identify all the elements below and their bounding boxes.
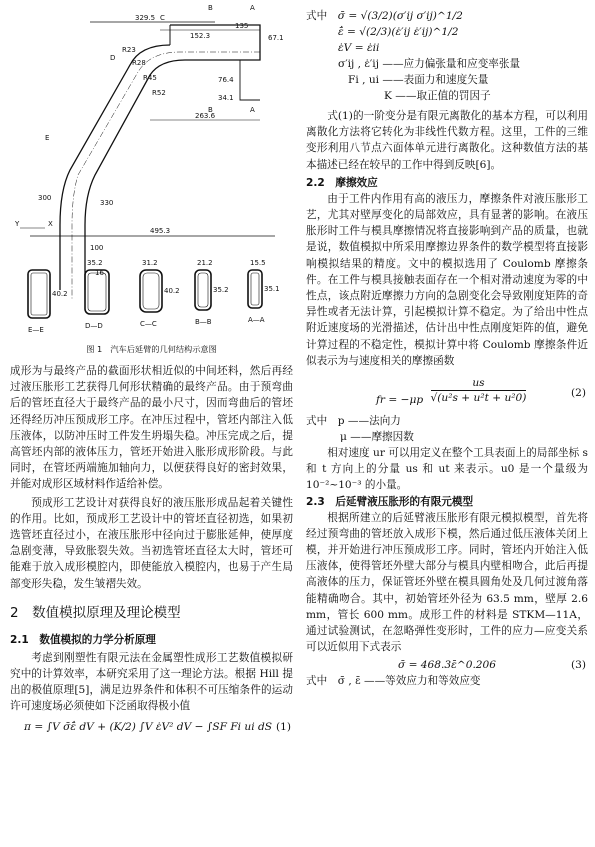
mark-e: E [45,134,50,142]
right-paragraph-2: 由于工件内作用有高的液压力，摩擦条件对液压胀形工艺，尤其对壁厚变化的局部效应，具有显著的影响。在液压胀形时工件与模具摩擦情况将直接影响到产品的质量，也就是说，数值模拟中所采用摩擦边界条件的数学模型将直接影响模拟结果的精度。文中的模拟选用了 Coulomb 摩擦条件。在工件与模具接触表面存在一个相对滑动速度为零的中性点，该点附近摩擦力方向的急剧变化会导致刚度矩阵的奇异性或者无法计算，引起模拟计算不稳定。为了给出中性点附近速度场的光滑描述，估计出中性点刚度矩阵的值，避免计算过程的不稳定性，模拟计算中将 Coulomb 摩擦条件近似表示为与速度相关的摩擦函数 [306,192,588,367]
dim-d10: 330 [100,199,114,207]
where-list-1 [306,8,588,104]
equation-1-body: π = ∫V σ̄ε̄̇ dV + (K/2) ∫V ε̇V² dV − ∫SF Fi ui dS [24,720,273,733]
dim-r6: 16 [95,269,104,277]
equation-3 [306,657,588,673]
equation-3-body: σ̄ = 468.3ε̄^0.206 [397,659,497,672]
figure-caption: 图 1 汽车后延臂的几何结构示意图 [86,344,217,354]
mark-b-top: B [208,4,213,12]
cross-section-side-dim: 35.1 [264,285,280,293]
cross-section-inner [198,273,208,307]
dim-d9: 300 [38,194,52,202]
def-deviatoric: σ′ij , ε̇′ij ——应力偏张量和应变率张量 [338,58,521,70]
mark-c: C [160,14,165,22]
dim-d5: 76.4 [218,76,234,84]
subsection-heading-2-3: 2.3 后延臂液压胀形的有限元模型 [306,495,474,508]
right-paragraph-1: 式(1)的一阶变分是有限元离散化的基本方程，可以利用离散化方法将它转化为非线性代数方程。这里，工件的三维变形利用八节点六面体单元进行离散化。这种数值方法的基本描述已经在较早的工作中得到反映[6]。 [306,110,588,171]
cross-section-shape [195,270,211,310]
where-list-2 [306,413,588,445]
cross-section-inner [31,273,47,315]
radius-r2: R28 [132,59,146,67]
cross-section-top-dim: 35.2 [87,259,103,267]
dim-r5: 100 [90,244,104,252]
cross-section-top-dim: 21.2 [197,259,213,267]
right-column [306,8,588,689]
cross-section-top-dim: 31.2 [142,259,158,267]
radius-r3: R45 [143,74,157,82]
cross-section-label: C—C [140,320,157,328]
mark-a-bottom: A [250,106,255,114]
axis-x: X [48,220,53,228]
cross-section-label: E—E [28,326,44,334]
dim-d4: 152.3 [190,32,211,40]
axis-y: Y [15,220,20,228]
radius-r1: R23 [122,46,136,54]
cross-section-inner [88,273,106,311]
equation-3-number: (3) [570,659,586,672]
cross-section-side-dim: 40.2 [52,290,68,298]
cross-section-inner [143,273,159,309]
dim-d7: 263.6 [195,112,216,120]
mark-d: D [110,54,116,62]
equation-2-numerator: us [431,377,527,391]
left-paragraph-1: 成形为与最终产品的截面形状相近似的中间坯料，然后再经过液压胀形工艺获得几何形状精确的最终产品。由于预弯曲后的管坯直径大于最终产品的最小尺寸，因而弯曲后的管坯还得经历冲压预成形工序。在冲压过程中，管坯内部注入低压液体，以防冲压时工件发生坍塌失稳。冲压完成之后，提高管坯内部的液体压力，管坯开始进入胀形成形阶段。与此同时，在管坯两端施加轴向力，以便获得良好的密封效果，并能对成形区域材料作适给补偿。 [10,365,293,491]
equation-2-number: (2) [570,387,586,400]
right-paragraph-4: 根据所建立的后延臂液压胀形有限元模拟模型，首先将经过预弯曲的管坯放入成形下模，然后通过低压液体关闭上模，并开始进行冲压预成形工序。同时，管坯内开始注入低压液体，使得管坯外壁大部分与模具内壁相吻合，此后再提高液体的压力，保证管坯外壁在模具圆角处及几何过渡角落能精确吻合。其中，初始管坯外径为 63.5 mm，壁厚 2.6 mm，管长 600 mm。成形工件的材料是 STKM—11A，通过试验测试，在忽略弹性变形时，工件的应力—应变关系可以近似用下式表示 [306,511,588,654]
section-heading-2: 2 数值模拟原理及理论模型 [10,604,181,621]
figure-1 [10,0,293,355]
figure-geometry [10,0,293,355]
dim-d3: 67.1 [268,34,284,42]
radius-r4: R52 [152,89,166,97]
equation-1 [10,719,293,735]
cross-section-side-dim: 35.2 [213,286,229,294]
dim-d6: 34.1 [218,94,234,102]
def-normal-force: p ——法向力 [337,415,401,428]
left-paragraph-2: 预成形工艺设计对获得良好的液压胀形成品起着关键性的作用。比如，预成形工艺设计中的管坯直径初选，如果初选管坯直径过小，在液压胀形中径向过于膨胀延伸，使厚度急剧变薄，导致胀裂失效。当初选管坯直径太大时，管坯可能难于放入成形模腔内，即使能放入模腔内，也易于产生局部变形失稳，发生皱褶失效。 [10,496,293,590]
left-paragraph-3: 考虑到刚塑性有限元法在金属塑性成形工艺数值模拟研究中的计算效率，本研究采用了这一理论方法。根据 Hill 提出的极值原理[5]，满足边界条件和体积不可压缩条件的运动许可速度场必须使如下泛函取得极小值 [10,651,293,713]
def-epsilon-v: ε̇V = ε̇ii [338,42,380,54]
def-epsilon-bar: ε̄̇ = √(2/3)(ε̇′ij ε̇′ij)^1/2 [338,26,459,38]
def-friction-coef: μ ——摩擦因数 [340,431,414,444]
cross-section-label: B—B [195,318,212,326]
equation-2-lhs: fr = −μp [376,393,424,406]
where-line-3: 式中 σ̄ , ε̄ ——等效应力和等效应变 [306,675,481,688]
subsection-heading-2-1: 2.1 数值模拟的力学分析原理 [10,633,156,646]
where-head-1: 式中 [306,10,328,22]
cross-section-side-dim: 40.2 [164,287,180,295]
def-force-velocity: Fi , ui ——表面力和速度矢量 [348,74,489,86]
equation-1-number: (1) [275,720,291,733]
where-head-2: 式中 [306,415,328,428]
cross-section-label: D—D [85,322,103,330]
dim-d8: 495.3 [150,227,171,235]
dim-d1: 329.5 [135,14,156,22]
cross-section-top-dim: 15.5 [250,259,266,267]
def-penalty: K ——取正值的罚因子 [384,90,491,102]
cross-section-shape [248,270,262,308]
equation-2 [306,377,588,409]
subsection-heading-2-2: 2.2 摩擦效应 [306,176,378,189]
dim-d2: 135 [235,22,249,30]
mark-b-bottom: B [208,106,213,114]
equation-2-denominator: √(u²s + u²t + u²0) [430,392,527,405]
right-paragraph-3: 相对速度 ur 可以用定义在整个工具表面上的局部坐标 s 和 t 方向上的分量 us 和 ut 来表示。u0 是一个量级为 10⁻²~10⁻³ 的小量。 [306,447,588,492]
cross-section-label: A—A [248,316,265,324]
cross-section-inner [251,273,259,305]
def-sigma-bar: σ̄ = √(3/2)(σ′ij σ′ij)^1/2 [337,10,463,22]
mark-a-top: A [250,4,255,12]
